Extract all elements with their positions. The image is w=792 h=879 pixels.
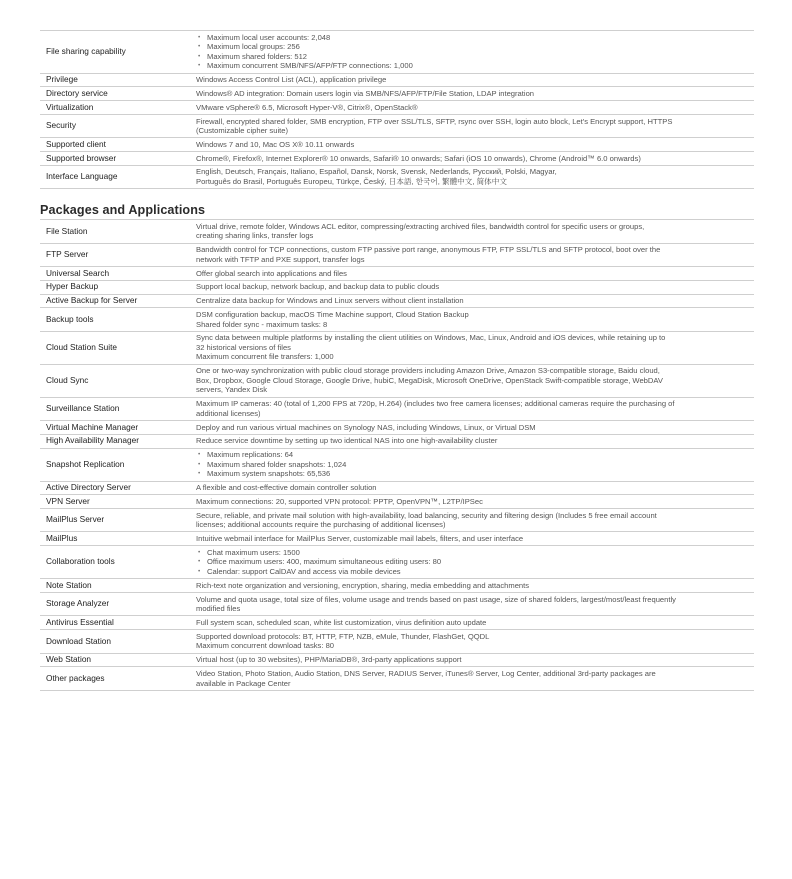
table-row [40, 308, 754, 331]
value-line: VMware vSphere® 6.5, Microsoft Hyper-V®, Citrix®, OpenStack® [196, 102, 418, 112]
table-row [40, 152, 754, 166]
value-line: modified files [196, 604, 241, 614]
table-row [40, 165, 754, 188]
bullet-list [196, 450, 748, 479]
row-value [196, 653, 754, 667]
row-value [196, 434, 754, 448]
value-line: creating sharing links, transfer logs [196, 231, 314, 241]
section-title-packages: Packages and Applications [40, 203, 206, 218]
value-line: 32 historical versions of files [196, 342, 291, 352]
row-label: Collaboration tools [40, 546, 196, 579]
row-label: Interface Language [40, 165, 196, 188]
value-line: Secure, reliable, and private mail solution with high-availability, load balancing, security and filtering design (Includes 5 free email account [196, 510, 657, 520]
row-value [196, 397, 754, 420]
value-line: Deploy and run various virtual machines on Synology NAS, including Windows, Linux, or Virtual DSM [196, 422, 536, 432]
value-line: Firewall, encrypted shared folder, SMB encryption, FTP over SSL/TLS, SFTP, rsync over SSH, login auto block, Let's Encrypt support, HTTPS [196, 116, 673, 126]
table-row [40, 448, 754, 481]
bullet-item: • Chat maximum users: 1500 [196, 548, 748, 558]
row-value [196, 165, 754, 188]
row-label: Virtualization [40, 101, 196, 115]
value-line: network with TFTP and PXE support, transfer logs [196, 254, 365, 264]
table-row [40, 593, 754, 616]
table-row [40, 138, 754, 152]
row-value [196, 546, 754, 579]
row-label: Directory service [40, 87, 196, 101]
row-label: Antivirus Essential [40, 616, 196, 630]
row-label: Universal Search [40, 266, 196, 280]
row-label: Note Station [40, 579, 196, 593]
row-label: Security [40, 114, 196, 137]
row-label: Supported client [40, 138, 196, 152]
value-line: Chrome®, Firefox®, Internet Explorer® 10 onwards, Safari® 10 onwards; Safari (iOS 10 onwards), Chrome (Android™ 6.0 onwards) [196, 153, 641, 163]
row-value [196, 630, 754, 653]
table-row [40, 294, 754, 308]
value-line: Intuitive webmail interface for MailPlus Server, customizable mail labels, filters, and user interface [196, 534, 524, 544]
value-line: Maximum concurrent file transfers: 1,000 [196, 352, 334, 362]
value-line: available in Package Center [196, 678, 291, 688]
row-value [196, 421, 754, 435]
bullet-item: • Maximum concurrent SMB/NFS/AFP/FTP connections: 1,000 [196, 61, 748, 71]
value-line: Video Station, Photo Station, Audio Station, DNS Server, RADIUS Server, iTunes® Server, Log Center, additional 3rd-party packages are [196, 668, 656, 678]
table-row [40, 397, 754, 420]
row-label: Download Station [40, 630, 196, 653]
value-line: Virtual host (up to 30 websites), PHP/MariaDB®, 3rd-party applications support [196, 655, 462, 665]
value-line: Supported download protocols: BT, HTTP, FTP, NZB, eMule, Thunder, FlashGet, QQDL [196, 631, 490, 641]
table-row [40, 532, 754, 546]
row-value [196, 331, 754, 364]
bullet-item: • Office maximum users: 400, maximum simultaneous editing users: 80 [196, 557, 748, 567]
value-line: Support local backup, network backup, and backup data to public clouds [196, 282, 440, 292]
value-line: (Customizable cipher suite) [196, 126, 289, 136]
bullet-list [196, 33, 748, 71]
row-value [196, 532, 754, 546]
value-line: Centralize data backup for Windows and Linux servers without client installation [196, 296, 464, 306]
value-line: Windows Access Control List (ACL), application privilege [196, 75, 387, 85]
value-line: Shared folder sync - maximum tasks: 8 [196, 319, 328, 329]
row-value [196, 495, 754, 509]
general-spec-table [40, 30, 754, 189]
row-value [196, 243, 754, 266]
value-line: Maximum concurrent download tasks: 80 [196, 641, 335, 651]
row-label: MailPlus Server [40, 509, 196, 532]
row-label: Virtual Machine Manager [40, 421, 196, 435]
row-label: Supported browser [40, 152, 196, 166]
row-value [196, 101, 754, 115]
value-line: Português do Brasil, Português Europeu, Türkçe, Český, 日本語, 한국어, 繁體中文, 简体中文 [196, 177, 507, 187]
value-line: servers, Yandex Disk [196, 385, 268, 395]
table-row [40, 331, 754, 364]
row-label: File sharing capability [40, 31, 196, 74]
bullet-item: • Maximum system snapshots: 65,536 [196, 469, 748, 479]
table-row [40, 280, 754, 294]
bullet-item: • Maximum local groups: 256 [196, 42, 748, 52]
bullet-item: • Maximum local user accounts: 2,048 [196, 33, 748, 43]
value-line: Box, Dropbox, Google Cloud Storage, Google Drive, hubiC, MegaDisk, Microsoft OneDrive, OpenStack Swift-compatible storage, WebDAV [196, 375, 663, 385]
row-label: VPN Server [40, 495, 196, 509]
row-label: Active Backup for Server [40, 294, 196, 308]
row-value [196, 667, 754, 690]
value-line: Full system scan, scheduled scan, white list customization, virus definition auto update [196, 617, 487, 627]
value-line: Maximum connections: 20, supported VPN protocol: PPTP, OpenVPN™, L2TP/IPSec [196, 496, 483, 506]
value-line: Maximum IP cameras: 40 (total of 1,200 FPS at 720p, H.264) (includes two free camera licenses; additional cameras require the purchasing of [196, 399, 675, 409]
row-label: Cloud Station Suite [40, 331, 196, 364]
row-label: Web Station [40, 653, 196, 667]
row-label: File Station [40, 220, 196, 243]
value-line: English, Deutsch, Français, Italiano, Español, Dansk, Norsk, Svensk, Nederlands, Русский, Polski, Magyar, [196, 167, 557, 177]
row-label: FTP Server [40, 243, 196, 266]
value-line: Windows 7 and 10, Mac OS X® 10.11 onwards [196, 139, 355, 149]
row-value [196, 593, 754, 616]
table-row [40, 616, 754, 630]
row-label: Privilege [40, 73, 196, 87]
row-value [196, 616, 754, 630]
row-value [196, 152, 754, 166]
value-line: One or two-way synchronization with public cloud storage providers including Amazon Drive, Amazon S3-compatible storage, Baidu cloud, [196, 366, 660, 376]
row-value [196, 481, 754, 495]
row-label: Active Directory Server [40, 481, 196, 495]
table-row [40, 630, 754, 653]
row-value [196, 448, 754, 481]
bullet-list [196, 548, 748, 577]
row-label: Backup tools [40, 308, 196, 331]
bullet-item: • Maximum shared folders: 512 [196, 52, 748, 62]
row-value [196, 266, 754, 280]
value-line: Virtual drive, remote folder, Windows ACL editor, compressing/extracting archived files, bandwidth control for specific users or groups, [196, 221, 645, 231]
row-label: Snapshot Replication [40, 448, 196, 481]
row-value [196, 294, 754, 308]
packages-spec-table [40, 219, 754, 690]
table-row [40, 87, 754, 101]
row-value [196, 31, 754, 74]
row-label: Hyper Backup [40, 280, 196, 294]
row-label: MailPlus [40, 532, 196, 546]
table-row [40, 31, 754, 74]
value-line: Windows® AD integration: Domain users login via SMB/NFS/AFP/FTP/File Station, LDAP integration [196, 88, 535, 98]
table-row [40, 220, 754, 243]
bullet-item: • Maximum replications: 64 [196, 450, 748, 460]
row-value [196, 138, 754, 152]
value-line: DSM configuration backup, macOS Time Machine support, Cloud Station Backup [196, 309, 469, 319]
row-value [196, 364, 754, 397]
table-row [40, 653, 754, 667]
row-label: Surveillance Station [40, 397, 196, 420]
row-value [196, 87, 754, 101]
table-row [40, 421, 754, 435]
row-label: Storage Analyzer [40, 593, 196, 616]
row-value [196, 308, 754, 331]
table-row [40, 266, 754, 280]
value-line: Bandwidth control for TCP connections, custom FTP passive port range, anonymous FTP, FTP SSL/TLS and SFTP protocol, boot over the [196, 245, 661, 255]
table-row [40, 243, 754, 266]
table-row [40, 434, 754, 448]
row-value [196, 220, 754, 243]
value-line: licenses; additional accounts require the purchasing of additional licenses) [196, 520, 446, 530]
row-value [196, 73, 754, 87]
value-line: Volume and quota usage, total size of files, volume usage and trends based on past usage, size of shared folders, largest/most/least frequently [196, 594, 676, 604]
value-line: Offer global search into applications and files [196, 268, 347, 278]
row-label: Other packages [40, 667, 196, 690]
table-row [40, 101, 754, 115]
table-row [40, 509, 754, 532]
table-row [40, 73, 754, 87]
row-value [196, 114, 754, 137]
spec-sheet [40, 30, 754, 691]
row-value [196, 280, 754, 294]
row-label: Cloud Sync [40, 364, 196, 397]
value-line: Sync data between multiple platforms by installing the client utilities on Windows, Mac, Linux, Android and iOS devices, while retaining up to [196, 333, 666, 343]
value-line: additional licenses) [196, 408, 261, 418]
value-line: Reduce service downtime by setting up two identical NAS into one high-availability cluster [196, 436, 498, 446]
table-row [40, 481, 754, 495]
bullet-item: • Maximum shared folder snapshots: 1,024 [196, 460, 748, 470]
table-row [40, 579, 754, 593]
bullet-item: • Calendar: support CalDAV and access via mobile devices [196, 567, 748, 577]
table-row [40, 546, 754, 579]
value-line: Rich-text note organization and versioning, encryption, sharing, media embedding and attachments [196, 580, 530, 590]
table-row [40, 667, 754, 690]
table-row [40, 114, 754, 137]
row-label: High Availability Manager [40, 434, 196, 448]
row-value [196, 579, 754, 593]
row-value [196, 509, 754, 532]
value-line: A flexible and cost-effective domain controller solution [196, 483, 377, 493]
table-row [40, 364, 754, 397]
table-row [40, 495, 754, 509]
